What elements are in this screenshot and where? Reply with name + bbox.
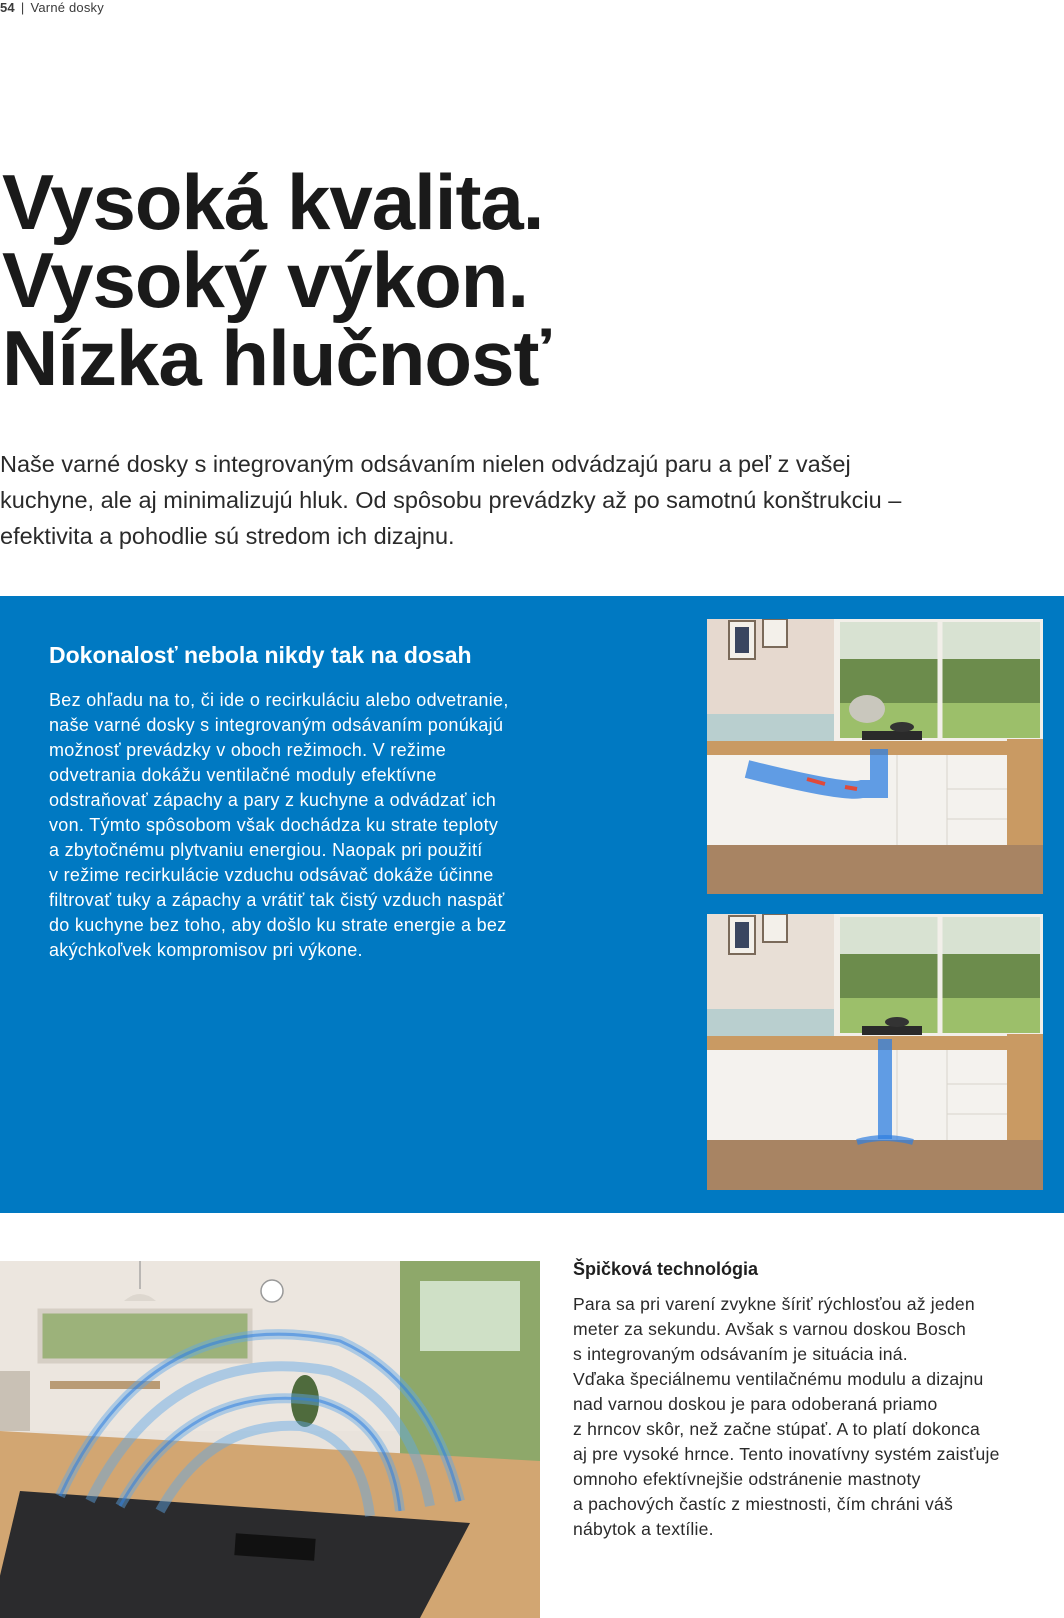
tech-line: aj pre vysoké hrnce. Tento inovatívny systém zaisťuje (573, 1444, 1000, 1464)
panel-line: filtrovať tuky a zápachy a vrátiť tak čistý vzduch naspäť (49, 890, 505, 910)
panel-line: možnosť prevádzky v oboch režimoch. V režime (49, 740, 447, 760)
tech-line: a pachových častíc z miestnosti, čím chráni váš (573, 1494, 953, 1514)
tech-line: meter za sekundu. Avšak s varnou doskou Bosch (573, 1319, 967, 1339)
tech-line: s integrovaným odsávaním je situácia iná. (573, 1344, 908, 1364)
panel-line: a zbytočnému plytvaniu energiou. Naopak pri použití (49, 840, 483, 860)
tech-title: Špičková technológia (573, 1259, 759, 1279)
panel-line: odvetrania dokážu ventilačné moduly efektívne (49, 765, 437, 785)
header-separator: | (20, 0, 25, 15)
panel-line: Bez ohľadu na to, či ide o recirkuláciu alebo odvetranie, (49, 690, 509, 710)
kitchen-venting-image (707, 619, 1043, 894)
hob-airflow-image (0, 1261, 540, 1618)
kitchen-recirculation-image (707, 914, 1043, 1190)
panel-line: odstraňovať zápachy a pary z kuchyne a odvádzať ich (49, 790, 497, 810)
headline-line-3: Nízka hlučnosť (2, 314, 550, 402)
headline-line-1: Vysoká kvalita. (2, 158, 544, 246)
page-number: 54 (0, 0, 15, 15)
lead-line-2: kuchyne, ale aj minimalizujú hluk. Od spôsobu prevádzky až po samotnú konštrukciu – (0, 487, 902, 513)
tech-line: Para sa pri varení zvykne šíriť rýchlosťou až jeden (573, 1294, 975, 1314)
panel-line: do kuchyne bez toho, aby došlo ku strate energie a bez (49, 915, 507, 935)
section-name: Varné dosky (30, 0, 104, 15)
panel-line: naše varné dosky s integrovaným odsávaním ponúkajú (49, 715, 504, 735)
tech-line: z hrncov skôr, než začne stúpať. A to platí dokonca (573, 1419, 981, 1439)
tech-line: nad varnou doskou je para odoberaná priamo (573, 1394, 938, 1414)
tech-line: Vďaka špeciálnemu ventilačnému modulu a dizajnu (573, 1369, 984, 1389)
lead-line-1: Naše varné dosky s integrovaným odsávaním nielen odvádzajú paru a peľ z vašej (0, 451, 851, 477)
panel-title: Dokonalosť nebola nikdy tak na dosah (49, 642, 472, 668)
tech-line: nábytok a textílie. (573, 1519, 714, 1539)
lead-paragraph (0, 446, 1040, 554)
headline-line-2: Vysoký výkon. (2, 236, 529, 324)
tech-body (573, 1292, 1064, 1542)
panel-body (49, 688, 579, 963)
lead-line-3: efektivita a pohodlie sú stredom ich dizajnu. (0, 523, 455, 549)
panel-line: akýchkoľvek kompromisov pri výkone. (49, 940, 363, 960)
panel-line: v režime recirkulácie vzduchu odsávač dokáže účinne (49, 865, 494, 885)
page-headline (2, 158, 550, 402)
tech-line: omnoho efektívnejšie odstránenie mastnoty (573, 1469, 921, 1489)
running-header (0, 0, 104, 15)
panel-line: von. Týmto spôsobom však dochádza ku strate teploty (49, 815, 499, 835)
